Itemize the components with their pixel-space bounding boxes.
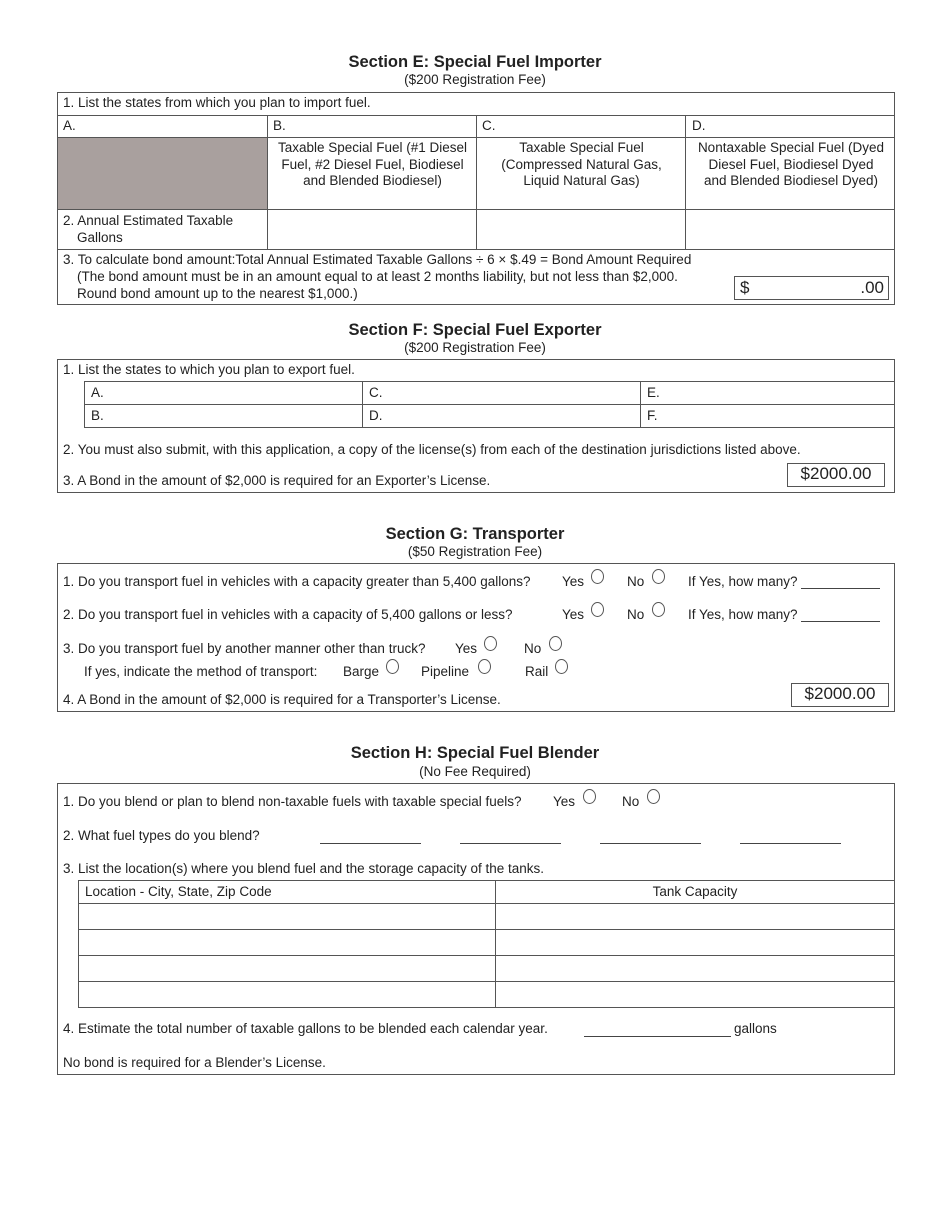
- section-g-bond-amount: $2000.00: [791, 683, 889, 707]
- section-e-fee: ($200 Registration Fee): [404, 72, 546, 87]
- section-g-fee: ($50 Registration Fee): [407, 544, 543, 559]
- section-e-gallons-b-input[interactable]: [268, 210, 475, 248]
- section-g-q1: 1. Do you transport fuel in vehicles with a capacity greater than 5,400 gallons?: [63, 574, 531, 589]
- section-g-q2: 2. Do you transport fuel in vehicles with a capacity of 5,400 gallons or less?: [63, 607, 513, 622]
- q1-how-many-input[interactable]: [801, 576, 880, 589]
- cents: .00: [860, 278, 884, 297]
- section-h-q4: 4. Estimate the total number of taxable gallons to be blended each calendar year.: [63, 1021, 548, 1036]
- section-h-q3: 3. List the location(s) where you blend fuel and the storage capacity of the tanks.: [63, 861, 545, 876]
- rail-radio[interactable]: [555, 659, 568, 674]
- state-c-label: C.: [369, 385, 383, 400]
- section-e-desc-b: Taxable Special Fuel (#1 Diesel Fuel, #2 Diesel Fuel, Biodiesel and Blended Biodiesel): [277, 140, 468, 188]
- location-row-4-input[interactable]: [79, 982, 494, 1007]
- col-location-header: Location - City, State, Zip Code: [85, 884, 272, 899]
- section-e-shaded-cell: [58, 138, 267, 209]
- section-h-fee: (No Fee Required): [419, 764, 531, 779]
- fuel-type-3-input[interactable]: [600, 831, 701, 844]
- q1-no-radio[interactable]: [652, 569, 665, 584]
- col-capacity-header: Tank Capacity: [652, 884, 738, 899]
- blend-gallons-input[interactable]: [584, 1024, 731, 1037]
- q2-no-radio[interactable]: [652, 602, 665, 617]
- location-row-1-input[interactable]: [79, 904, 494, 928]
- location-row-3-input[interactable]: [79, 956, 494, 980]
- section-e-q2: 2. Annual Estimated Taxable: [63, 213, 234, 228]
- barge-radio[interactable]: [386, 659, 399, 674]
- q3-yes-label: Yes: [455, 641, 478, 656]
- pipeline-radio[interactable]: [478, 659, 491, 674]
- section-e-col-c: C.: [482, 118, 496, 133]
- section-g-q3: 3. Do you transport fuel by another manner other than truck?: [63, 641, 426, 656]
- section-e-q1: 1. List the states from which you plan to import fuel.: [63, 95, 371, 110]
- section-e-col-d: D.: [692, 118, 706, 133]
- state-b-label: B.: [91, 408, 104, 423]
- section-e-gallons-d-input[interactable]: [686, 210, 894, 248]
- section-e-title: Section E: Special Fuel Importer: [348, 53, 602, 71]
- section-g-title: Section G: Transporter: [385, 525, 565, 543]
- q3-no-label: No: [524, 641, 542, 656]
- q1-yes-radio[interactable]: [591, 569, 604, 584]
- state-f-label: F.: [647, 408, 658, 423]
- section-e-col-b: B.: [273, 118, 286, 133]
- section-e-col-a: A.: [63, 118, 76, 133]
- section-e-gallons-c-input[interactable]: [477, 210, 684, 248]
- h-q1-yes-label: Yes: [553, 794, 576, 809]
- section-e-bond-amount-field[interactable]: [734, 276, 889, 300]
- section-e-desc-c: Taxable Special Fuel (Compressed Natural Gas, Liquid Natural Gas): [501, 140, 662, 188]
- fuel-type-2-input[interactable]: [460, 831, 561, 844]
- q2-no-label: No: [627, 607, 645, 622]
- section-h-q1: 1. Do you blend or plan to blend non-taxable fuels with taxable special fuels?: [63, 794, 522, 809]
- q2-how-many-input[interactable]: [801, 609, 880, 622]
- location-row-2-input[interactable]: [79, 930, 494, 954]
- q3-no-radio[interactable]: [549, 636, 562, 651]
- q2-how-many-label: If Yes, how many?: [688, 607, 798, 622]
- state-e-label: E.: [647, 385, 660, 400]
- state-a-label: A.: [91, 385, 104, 400]
- section-e-q3-round: Round bond amount up to the nearest $1,000.): [77, 286, 358, 301]
- section-e-q2-gallons: Gallons: [77, 230, 123, 245]
- barge-label: Barge: [343, 664, 380, 679]
- q1-how-many-label: If Yes, how many?: [688, 574, 798, 589]
- fuel-type-1-input[interactable]: [320, 831, 421, 844]
- section-h-q2: 2. What fuel types do you blend?: [63, 828, 260, 843]
- section-f-title: Section F: Special Fuel Exporter: [348, 321, 602, 339]
- gallons-label: gallons: [734, 1021, 777, 1036]
- section-f-bond-amount: $2000.00: [787, 463, 885, 487]
- capacity-row-4-input[interactable]: [496, 982, 894, 1007]
- capacity-row-2-input[interactable]: [496, 930, 894, 954]
- section-f-q2: 2. You must also submit, with this application, a copy of the license(s) from each of the destination jurisdictions listed above.: [63, 442, 801, 457]
- section-h-title: Section H: Special Fuel Blender: [350, 744, 600, 762]
- section-e-q3-note: (The bond amount must be in an amount equal to at least 2 months liability, but not less than $2,000.: [77, 269, 678, 284]
- pipeline-label: Pipeline: [421, 664, 470, 679]
- q1-no-label: No: [627, 574, 645, 589]
- section-f-fee: ($200 Registration Fee): [404, 340, 546, 355]
- section-g-q3-method: If yes, indicate the method of transport:: [84, 664, 318, 679]
- section-e-desc-d: Nontaxable Special Fuel (Dyed Diesel Fuel, Biodiesel Dyed and Blended Biodiesel Dyed): [697, 140, 885, 188]
- h-q1-no-radio[interactable]: [647, 789, 660, 804]
- q1-yes-label: Yes: [562, 574, 585, 589]
- q2-yes-radio[interactable]: [591, 602, 604, 617]
- q3-yes-radio[interactable]: [484, 636, 497, 651]
- state-d-label: D.: [369, 408, 383, 423]
- fuel-type-4-input[interactable]: [740, 831, 841, 844]
- section-f-q1: 1. List the states to which you plan to export fuel.: [63, 362, 355, 377]
- capacity-row-1-input[interactable]: [496, 904, 894, 928]
- section-h-note: No bond is required for a Blender’s License.: [63, 1055, 326, 1070]
- dollar-sign: $: [740, 278, 750, 297]
- section-e-q3: 3. To calculate bond amount:Total Annual Estimated Taxable Gallons ÷ 6 × $.49 = Bond Amount Required: [63, 252, 692, 267]
- capacity-row-3-input[interactable]: [496, 956, 894, 980]
- section-f-q3: 3. A Bond in the amount of $2,000 is required for an Exporter’s License.: [63, 473, 491, 488]
- h-q1-no-label: No: [622, 794, 640, 809]
- rail-label: Rail: [525, 664, 549, 679]
- h-q1-yes-radio[interactable]: [583, 789, 596, 804]
- section-g-q4: 4. A Bond in the amount of $2,000 is required for a Transporter’s License.: [63, 692, 501, 707]
- q2-yes-label: Yes: [562, 607, 585, 622]
